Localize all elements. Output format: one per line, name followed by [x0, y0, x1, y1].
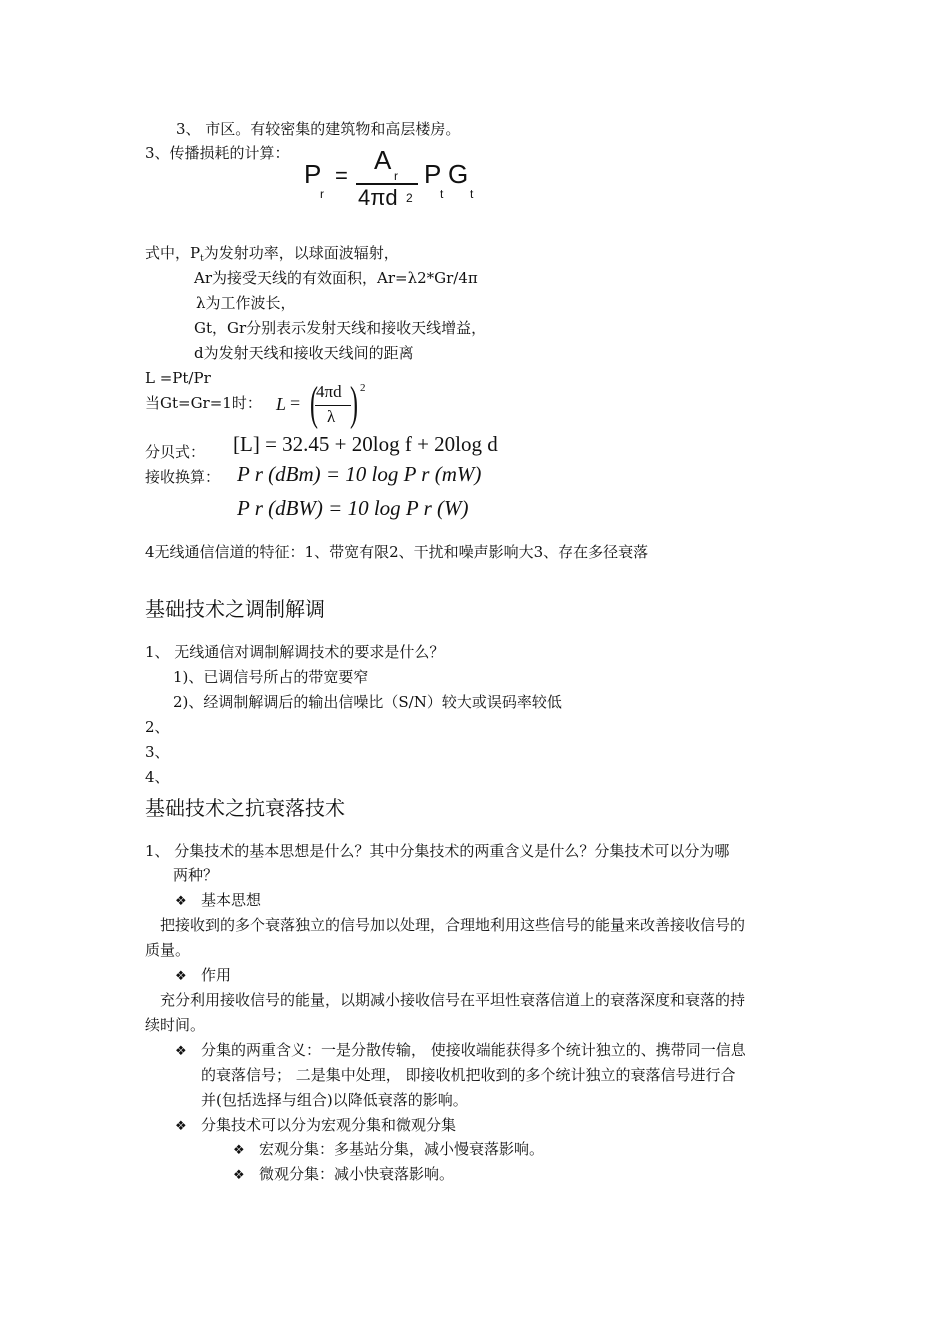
formula-pr-Pt-sub: t	[440, 187, 444, 201]
modulation-item-4: 4、	[145, 768, 170, 786]
macro-text: 宏观分集：多基站分集，减小慢衰落影响。	[259, 1140, 545, 1158]
micro-item	[233, 1165, 454, 1185]
effect-item	[175, 966, 231, 986]
when-label: 当Gt=Gr=1时：	[145, 394, 262, 412]
meaning-line3: 并(包括选择与组合)以降低衰落的影响。	[201, 1091, 468, 1109]
formula-dbm: P r (dBm) = 10 log P r (mW)	[237, 462, 482, 486]
formula-l-den: λ	[327, 407, 336, 426]
modulation-item-2: 2、	[145, 718, 170, 736]
formula-l	[276, 378, 386, 434]
formula-l-L: L	[276, 394, 287, 414]
meaning-line2: 的衰落信号； 二是集中处理， 即接收机把收到的多个统计独立的衰落信号进行合	[201, 1066, 736, 1084]
bullet-icon: ❖	[233, 1143, 245, 1158]
formula-db: [L] = 32.45 + 20log f + 20log d	[233, 432, 498, 456]
formula-pr-eq: =	[335, 163, 348, 188]
effect-label: 作用	[201, 966, 232, 984]
bullet-icon: ❖	[175, 1044, 187, 1059]
fading-question-line2: 两种？	[173, 866, 219, 884]
heading-fading: 基础技术之抗衰落技术	[145, 796, 345, 820]
modulation-question-1: 1、 无线通信对调制解调技术的要求是什么？	[145, 643, 445, 661]
formula-l-lparen: (	[309, 377, 318, 430]
formula-pr-P-sub: r	[320, 187, 324, 201]
basic-idea-text2: 质量。	[145, 941, 191, 959]
city-item: 3、 市区。有较密集的建筑物和高层楼房。	[176, 120, 461, 138]
formula-pr-Gt-sub: t	[470, 187, 474, 201]
formula-l-fraction-line	[315, 405, 351, 406]
formula-dbw: P r (dBW) = 10 log P r (W)	[237, 496, 469, 520]
modulation-answer-1: 1)、已调信号所占的带宽要窄	[173, 668, 369, 686]
formula-l-exp: 2	[360, 382, 366, 394]
db-label: 分贝式：	[145, 443, 206, 461]
gain-line: Gt，Gr分别表示发射天线和接收天线增益，	[194, 319, 487, 337]
bullet-icon: ❖	[233, 1168, 245, 1183]
channel-features: 4无线通信信道的特征：1、带宽有限2、干扰和噪声影响大3、存在多径衰落	[145, 543, 649, 561]
formula-pr-den: 4πd	[358, 185, 398, 210]
recv-label: 接收换算：	[145, 468, 221, 486]
effect-text2: 续时间。	[145, 1016, 206, 1034]
meaning-item	[175, 1041, 746, 1061]
formula-pr	[300, 145, 500, 210]
formula-l-rparen: )	[349, 377, 358, 430]
heading-modulation: 基础技术之调制解调	[145, 597, 325, 621]
types-item	[175, 1116, 456, 1136]
bullet-icon: ❖	[175, 894, 187, 909]
formula-pr-Pt: P	[424, 159, 442, 189]
ar-line: Ar为接受天线的有效面积，Ar=λ2*Gr/4π	[194, 269, 478, 287]
lambda-line: λ为工作波长，	[196, 294, 296, 312]
modulation-answer-2: 2)、经调制解调后的输出信噪比（S/N）较大或误码率较低	[173, 693, 562, 711]
bullet-icon: ❖	[175, 1119, 187, 1134]
effect-text1: 充分利用接收信号的能量，以期减小接收信号在平坦性衰落信道上的衰落深度和衰落的持	[160, 991, 746, 1009]
types-text: 分集技术可以分为宏观分集和微观分集	[201, 1116, 457, 1134]
formula-l-eq: =	[290, 393, 301, 413]
formula-l-num: 4πd	[316, 382, 342, 401]
modulation-item-3: 3、	[145, 743, 170, 761]
micro-text: 微观分集：减小快衰落影响。	[259, 1165, 455, 1183]
formula-pr-P: P	[304, 159, 322, 189]
basic-idea-item	[175, 891, 261, 911]
where-sub: t	[200, 254, 204, 264]
l-definition: L =Pt/Pr	[145, 369, 211, 387]
formula-pr-A: A	[374, 145, 392, 175]
where-prefix: 式中，P	[145, 244, 201, 262]
basic-idea-text1: 把接收到的多个衰落独立的信号加以处理，合理地利用这些信号的能量来改善接收信号的	[160, 916, 746, 934]
where-line	[145, 244, 399, 268]
bullet-icon: ❖	[175, 969, 187, 984]
formula-pr-Gt: G	[448, 159, 469, 189]
distance-line: d为发射天线和接收天线间的距离	[194, 344, 414, 362]
fading-question-line1: 1、 分集技术的基本思想是什么？其中分集技术的两重含义是什么？分集技术可以分为哪	[145, 842, 730, 860]
basic-idea-label: 基本思想	[201, 891, 262, 909]
formula-pr-A-sub: r	[394, 169, 398, 183]
where-rest: 为发射功率，以球面波辐射，	[203, 244, 399, 262]
loss-calc-label: 3、传播损耗的计算：	[145, 144, 290, 162]
macro-item	[233, 1140, 544, 1160]
formula-pr-den-exp: 2	[406, 191, 413, 205]
meaning-line1: 分集的两重含义：一是分散传输， 使接收端能获得多个统计独立的、携带同一信息	[201, 1041, 746, 1059]
